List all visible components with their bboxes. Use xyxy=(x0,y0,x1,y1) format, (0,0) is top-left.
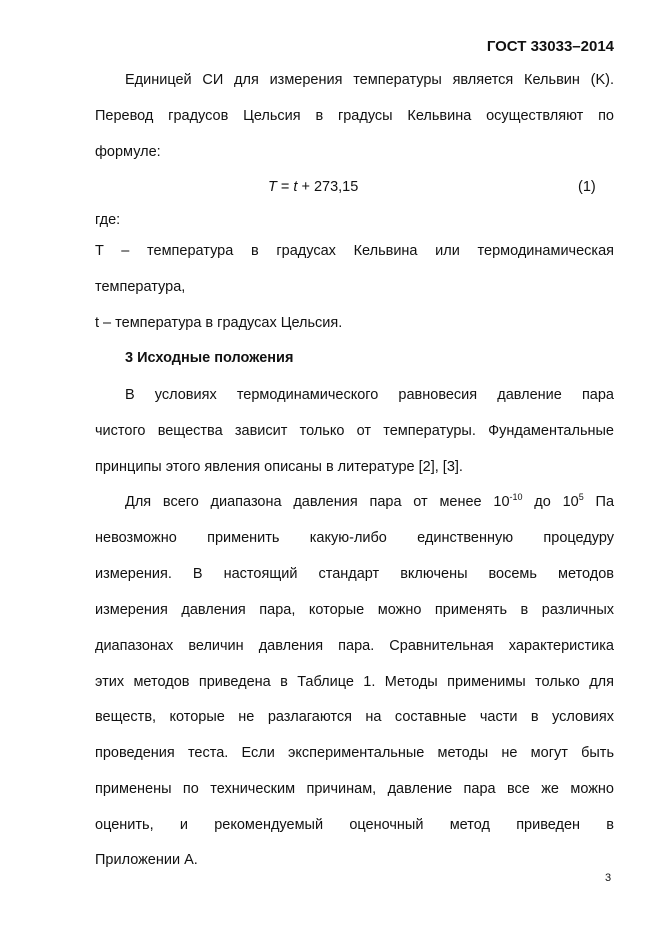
document-header: ГОСТ 33033–2014 xyxy=(486,38,614,55)
definition-line: T – температура в градусах Кельвина или термодинамическая xyxy=(95,243,614,259)
definition-line: температура, xyxy=(95,279,186,295)
paragraph-line: принципы этого явления описаны в литературе [2], [3]. xyxy=(95,459,463,475)
paragraph-line: этих методов приведена в Таблице 1. Методы применимы только для xyxy=(95,674,614,690)
paragraph-line: В условиях термодинамического равновесия давление пара xyxy=(125,387,614,403)
paragraph-line: чистого вещества зависит только от температуры. Фундаментальные xyxy=(95,423,614,439)
paragraph-line: применены по техническим причинам, давление пара все же можно xyxy=(95,781,614,797)
section-heading: 3 Исходные положения xyxy=(125,350,294,366)
paragraph-line: Для всего диапазона давления пара от менее $10^{-10}$ до $10^5$ Па xyxy=(125,492,615,510)
paragraph-line: диапазонах величин давления пара. Сравнительная характеристика xyxy=(95,638,614,654)
formula-var-T: T xyxy=(268,179,277,195)
formula-var-t: t xyxy=(293,179,298,195)
formula-eq: = xyxy=(276,179,294,195)
page-number: 3 xyxy=(605,872,612,884)
paragraph-line: Единицей СИ для измерения температуры является Кельвин (K). xyxy=(125,72,614,88)
exponent: 5 xyxy=(578,492,584,502)
paragraph-line: измерения давления пара, которые можно применять в различных xyxy=(95,602,614,618)
formula-number: (1) xyxy=(578,179,596,195)
formula xyxy=(268,177,358,197)
where-label: где: xyxy=(95,212,121,228)
paragraph-line: веществ, которые не разлагаются на составные части в условиях xyxy=(95,709,614,725)
paragraph-line: Перевод градусов Цельсия в градусы Кельвина осуществляют по xyxy=(95,108,614,124)
definition-line: t – температура в градусах Цельсия. xyxy=(95,315,343,331)
paragraph-line: Приложении А. xyxy=(95,852,198,868)
paragraph-line: невозможно применить какую-либо единственную процедуру xyxy=(95,530,614,546)
formula-rest: + 273,15 xyxy=(297,179,359,195)
paragraph-line: формуле: xyxy=(95,144,161,160)
paragraph-line: оценить, и рекомендуемый оценочный метод приведен в xyxy=(95,817,614,833)
paragraph-line: измерения. В настоящий стандарт включены восемь методов xyxy=(95,566,614,582)
exponent: -10 xyxy=(509,492,523,502)
paragraph-line: проведения теста. Если экспериментальные методы не могут быть xyxy=(95,745,614,761)
